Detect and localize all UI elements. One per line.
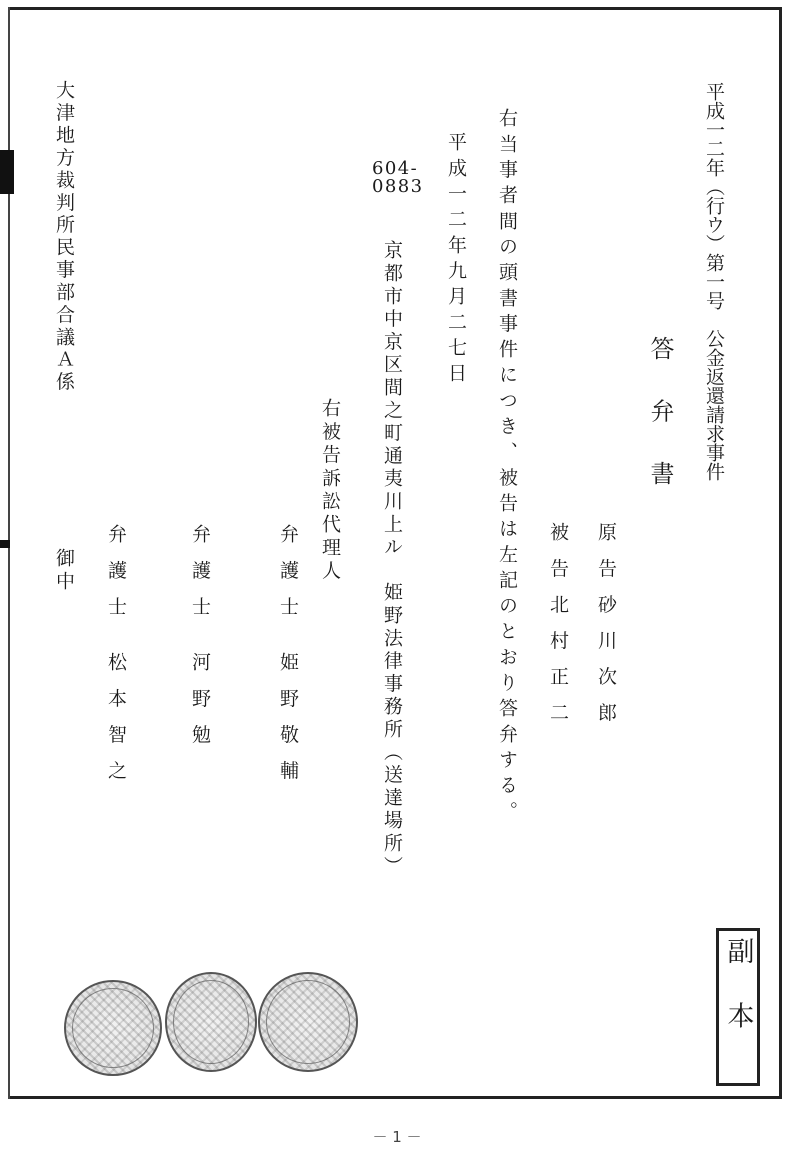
page-border-bottom	[8, 1096, 782, 1099]
seal-stamp-2	[165, 972, 257, 1072]
lawyer-title: 弁護士	[277, 524, 299, 633]
plaintiff-role: 原告	[595, 522, 617, 595]
copy-stamp: 副本	[716, 928, 760, 1086]
page-border-right	[779, 7, 782, 1099]
answer-statement: 右当事者間の頭書事件につき、被告は左記のとおり答弁する。	[496, 108, 518, 827]
lawyer-title: 弁護士	[105, 524, 127, 633]
binding-mark	[0, 150, 14, 194]
postal-code	[372, 160, 424, 196]
lawyer-2	[190, 524, 209, 761]
page-border-top	[8, 7, 782, 10]
lawyer-3	[106, 524, 125, 797]
lawyer-name: 松本智之	[105, 652, 127, 797]
document-title: 答弁書	[646, 336, 674, 524]
lawyer-title: 弁護士	[189, 524, 211, 633]
defendant-role: 被告	[547, 522, 569, 595]
filing-date: 平成一二年九月二七日	[445, 132, 467, 389]
case-title: 平成一二年（行ウ）第一号 公金返還請求事件	[703, 82, 725, 481]
binding-mark	[0, 540, 10, 548]
plaintiff-line	[596, 522, 615, 739]
seal-stamp-3	[64, 980, 162, 1076]
postal-code-part-2: 0883	[372, 176, 424, 197]
defendant-line	[548, 522, 567, 739]
page-number: － 1 －	[372, 1128, 422, 1146]
lawyer-name: 姫野敬輔	[277, 652, 299, 797]
agent-title: 右被告訴訟代理人	[319, 398, 341, 584]
court-honorific: 御中	[53, 548, 75, 594]
postal-code-part-1: 604-	[372, 158, 419, 179]
plaintiff-name: 砂川次郎	[595, 594, 617, 739]
office-address: 京都市中京区間之町通夷川上ル 姫野法律事務所（送達場所）	[381, 240, 403, 879]
lawyer-1	[278, 524, 297, 797]
defendant-name: 北村正二	[547, 594, 569, 739]
court-addressee: 大津地方裁判所民事部合議Ａ係	[53, 80, 75, 394]
seal-stamp-1	[258, 972, 358, 1072]
lawyer-name: 河野勉	[189, 652, 211, 761]
